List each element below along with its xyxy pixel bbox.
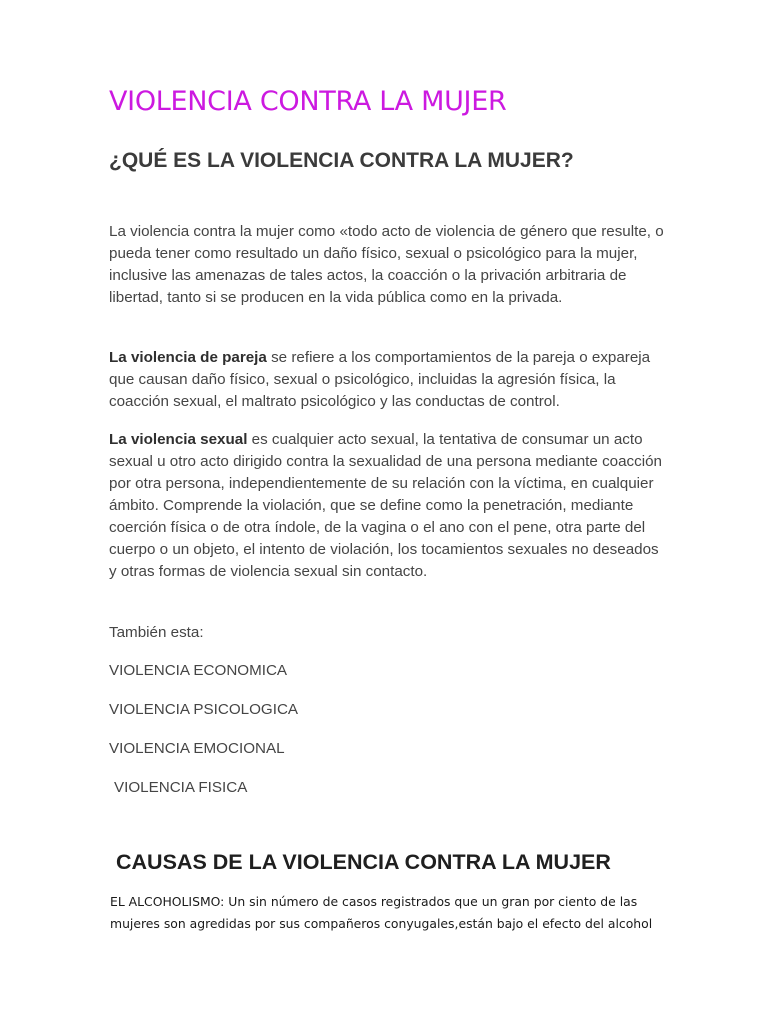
tambien-label: También esta:	[109, 624, 204, 641]
subtitle-heading: ¿QUÉ ES LA VIOLENCIA CONTRA LA MUJER?	[109, 149, 574, 172]
sexual-paragraph	[109, 429, 669, 583]
pareja-term: La violencia de pareja	[109, 349, 267, 366]
intro-paragraph: La violencia contra la mujer como «todo acto de violencia de género que resulte, o pueda tener como resultado un daño físico, sexual o psicológico para la mujer, inclusive las amenazas de tales actos, la coacción o la privación arbitraria de libertad, tanto si se producen en la vida pública como en la privada.	[109, 223, 664, 306]
violence-type-emocional: VIOLENCIA EMOCIONAL	[109, 740, 285, 757]
violence-type-psicologica: VIOLENCIA PSICOLOGICA	[109, 701, 299, 718]
causes-heading: CAUSAS DE LA VIOLENCIA CONTRA LA MUJER	[116, 850, 611, 874]
violence-type-economica: VIOLENCIA ECONOMICA	[109, 662, 288, 679]
sexual-definition: es cualquier acto sexual, la tentativa de consumar un acto sexual u otro acto dirigido contra la sexualidad de una persona mediante coacción por otra persona, independientemente de su relación con la víctima, en cualquier ámbito. Comprende la violación, que se define como la penetración, mediante coerción física o de otra índole, de la vagina o el ano con el pene, otra parte del cuerpo o un objeto, el intento de violación, los tocamientos sexuales no deseados y otras formas de violencia sexual sin contacto.	[109, 431, 663, 580]
document-title: VIOLENCIA CONTRA LA MUJER	[109, 86, 507, 117]
sexual-term: La violencia sexual	[109, 431, 248, 448]
pareja-paragraph	[109, 347, 669, 413]
alcoholismo-paragraph: EL ALCOHOLISMO: Un sin número de casos registrados que un gran por ciento de las mujeres son agredidas por sus compañeros conyugales,están bajo el efecto del alcohol	[110, 894, 653, 931]
violence-type-fisica: VIOLENCIA FISICA	[114, 779, 248, 796]
pareja-definition: se refiere a los comportamientos de la pareja o expareja que causan daño físico, sexual o psicológico, incluidas la agresión física, la coacción sexual, el maltrato psicológico y las conductas de control.	[109, 349, 651, 410]
